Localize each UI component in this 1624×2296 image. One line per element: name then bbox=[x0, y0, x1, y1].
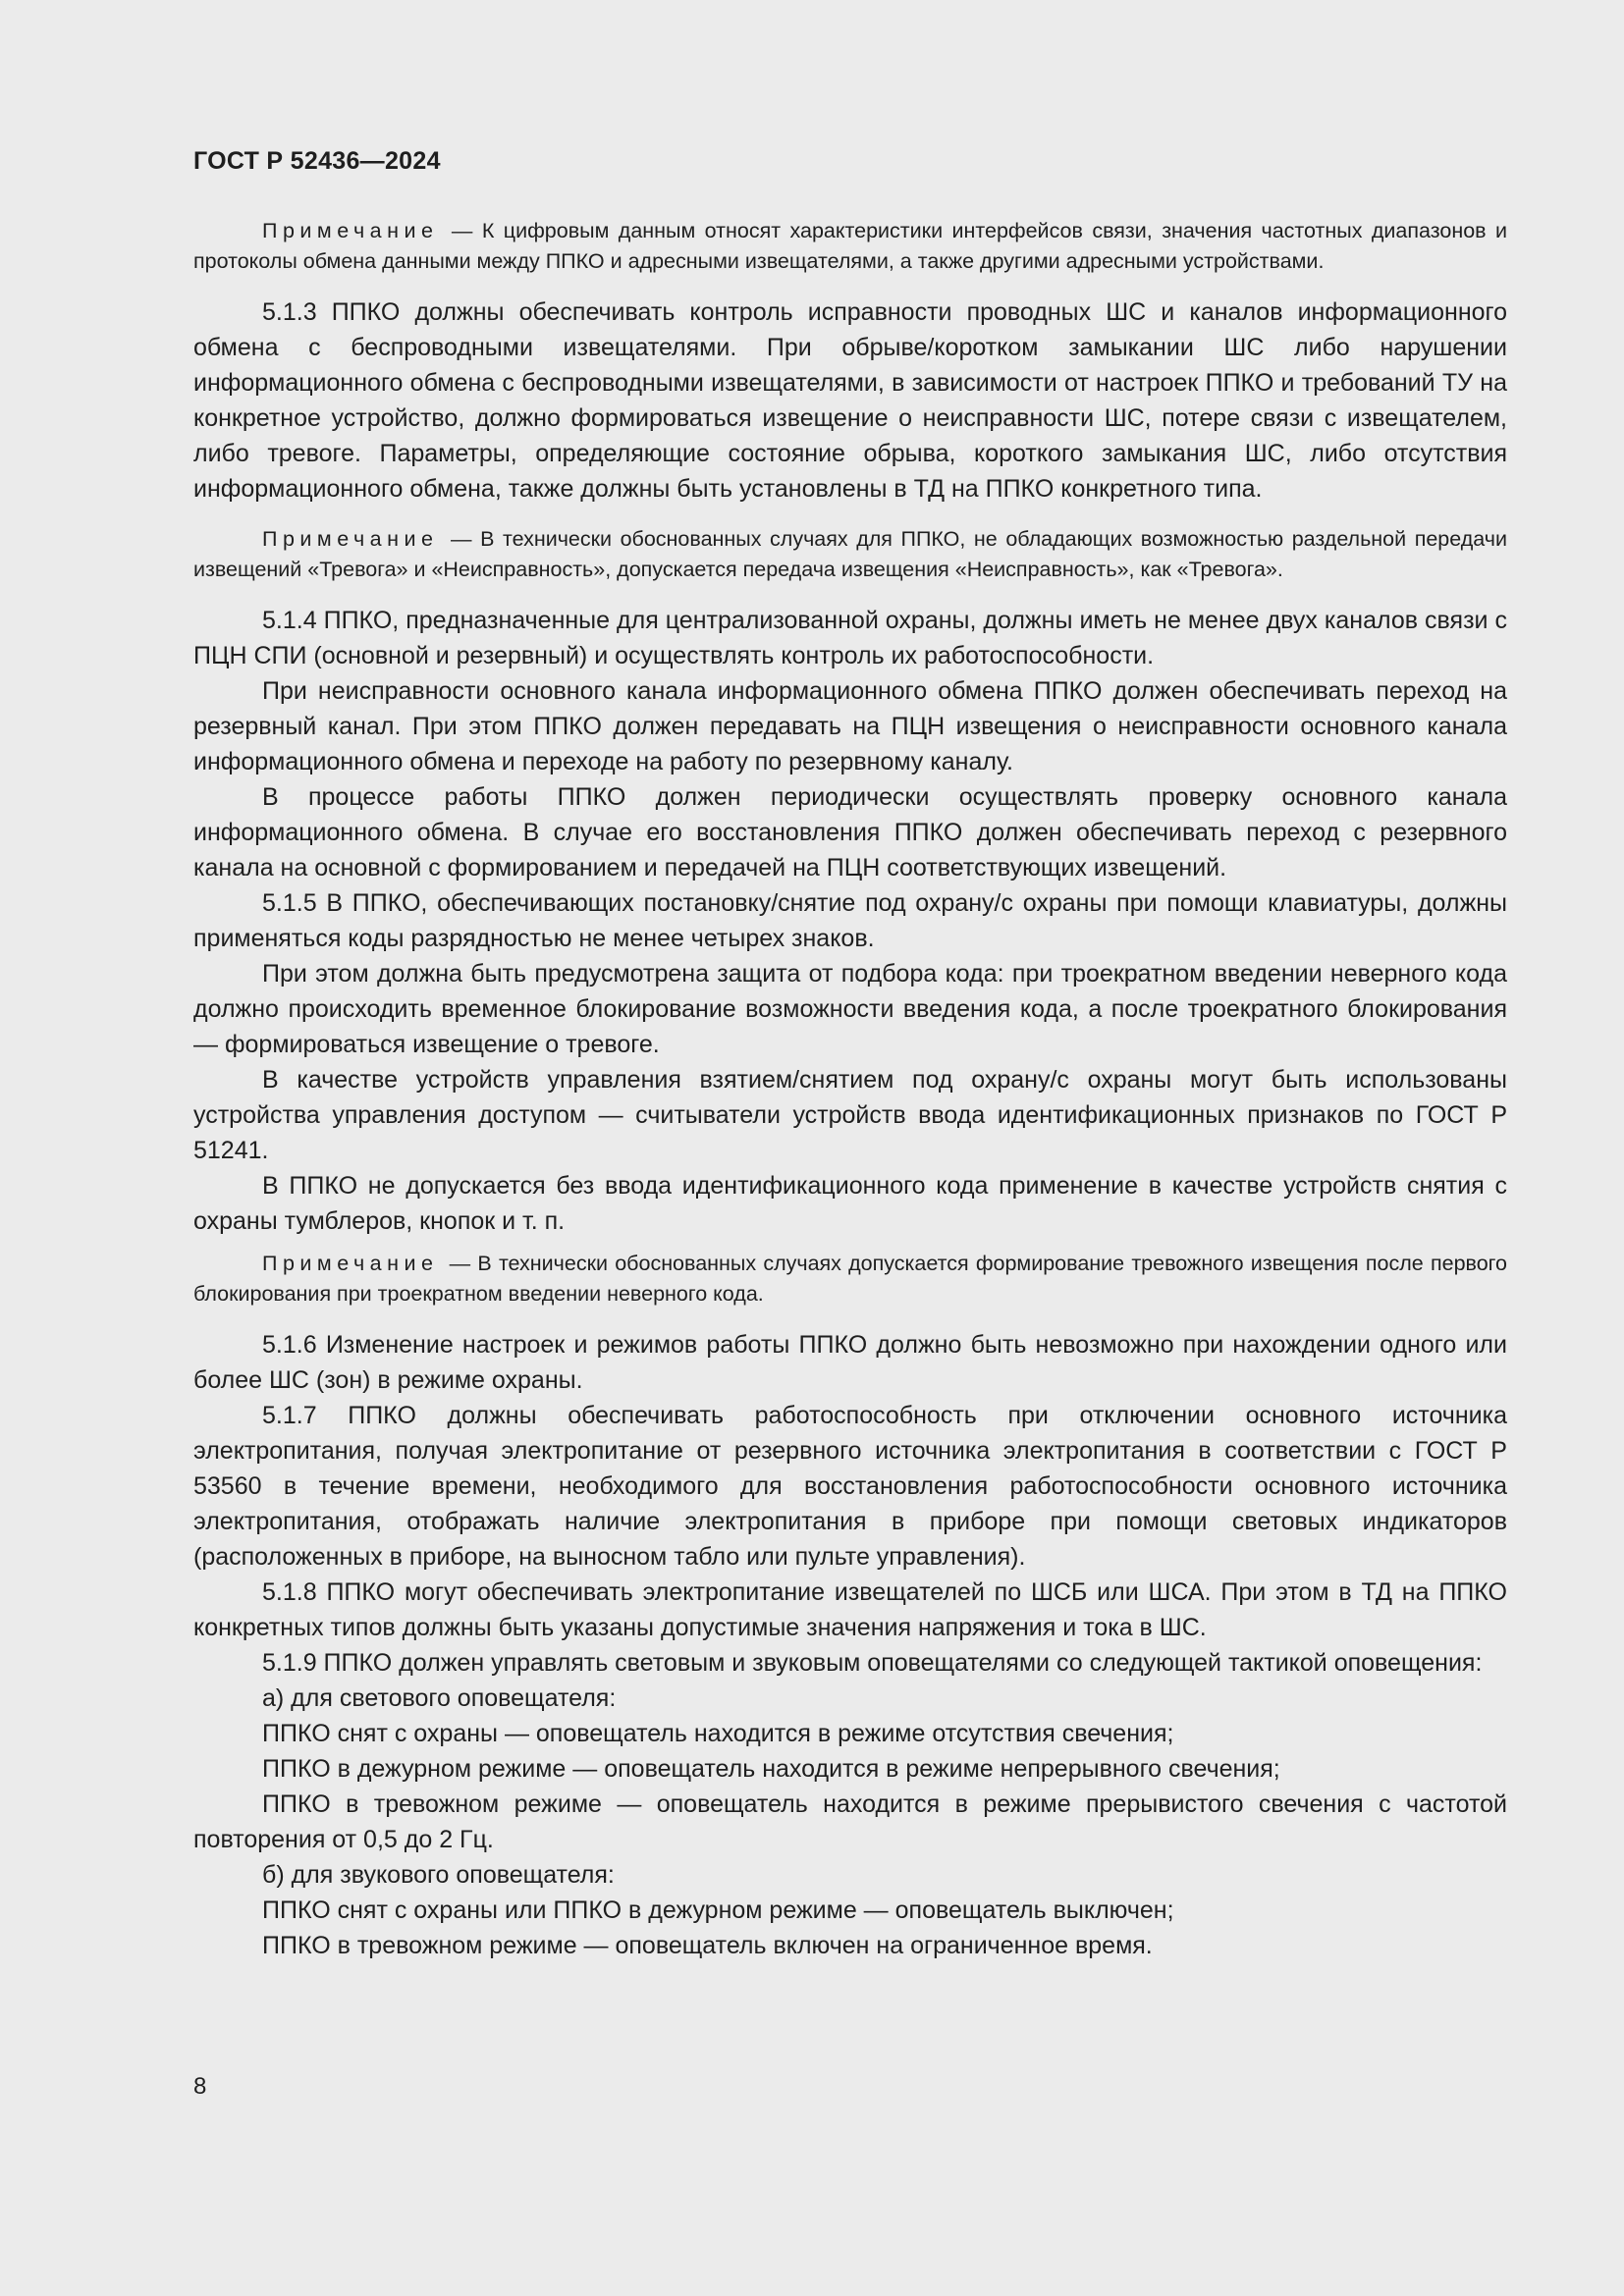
paragraph-5-1-4-b: При неисправности основного канала информационного обмена ППКО должен обеспечивать переход на резервный канал. При этом ППКО должен передавать на ПЦН извещения о неисправности основного канала информационного обмена и переходе на работу по резервному каналу. bbox=[193, 677, 1507, 775]
paragraph-5-1-4: 5.1.4 ППКО, предназначенные для централизованной охраны, должны иметь не менее двух каналов связи с ПЦН СПИ (основной и резервный) и осуществлять контроль их работоспособности. bbox=[193, 607, 1507, 669]
list-item-a-2: ППКО в дежурном режиме — оповещатель находится в режиме непрерывного свечения; bbox=[262, 1755, 1280, 1783]
note-label: Примечание bbox=[262, 1252, 439, 1275]
note-3 bbox=[193, 1249, 1507, 1309]
paragraph-5-1-3: 5.1.3 ППКО должны обеспечивать контроль исправности проводных ШС и каналов информационного обмена с беспроводными извещателями. При обрыве/коротком замыкании ШС либо нарушении информационного обмена с беспроводными извещателями, в зависимости от настроек ППКО и требований ТУ на конкретное устройство, должно формироваться извещение о неисправности ШС, потере связи с извещателем, либо тревоге. Параметры, определяющие состояние обрыва, короткого замыкания ШС, либо отсутствия информационного обмена, также должны быть установлены в ТД на ППКО конкретного типа. bbox=[193, 298, 1507, 503]
paragraph-5-1-7: 5.1.7 ППКО должны обеспечивать работоспособность при отключении основного источника электропитания, получая электропитание от резервного источника электропитания в соответствии с ГОСТ Р 53560 в течение времени, необходимого для восстановления работоспособности основного источника электропитания, отображать наличие электропитания в приборе при помощи световых индикаторов (расположенных в приборе, на выносном табло или пульте управления). bbox=[193, 1402, 1507, 1571]
paragraph-5-1-5-b: При этом должна быть предусмотрена защита от подбора кода: при троекратном введении неверного кода должно происходить временное блокирование возможности введения кода, а после троекратного блокирования — формироваться извещение о тревоге. bbox=[193, 960, 1507, 1058]
list-item-a-1: ППКО снят с охраны — оповещатель находится в режиме отсутствия свечения; bbox=[262, 1720, 1174, 1747]
paragraph-5-1-9: 5.1.9 ППКО должен управлять световым и звуковым оповещателями со следующей тактикой оповещения: bbox=[262, 1649, 1483, 1677]
list-item-a: а) для светового оповещателя: bbox=[262, 1684, 617, 1712]
paragraph-5-1-5-d: В ППКО не допускается без ввода идентификационного кода применение в качестве устройств снятия с охраны тумблеров, кнопок и т. п. bbox=[193, 1172, 1507, 1235]
note-text: — К цифровым данным относят характеристики интерфейсов связи, значения частотных диапазонов и протоколы обмена данными между ППКО и адресными извещателями, а также другими адресными устройствами. bbox=[193, 219, 1508, 273]
note-label: Примечание bbox=[262, 219, 439, 242]
list-item-b: б) для звукового оповещателя: bbox=[262, 1861, 615, 1889]
paragraph-5-1-8: 5.1.8 ППКО могут обеспечивать электропитание извещателей по ШСБ или ШСА. При этом в ТД на ППКО конкретных типов должны быть указаны допустимые значения напряжения и тока в ШС. bbox=[193, 1578, 1507, 1641]
paragraph-5-1-5: 5.1.5 В ППКО, обеспечивающих постановку/снятие под охрану/с охраны при помощи клавиатуры, должны применяться коды разрядностью не менее четырех знаков. bbox=[193, 889, 1507, 952]
list-item-b-2: ППКО в тревожном режиме — оповещатель включен на ограниченное время. bbox=[262, 1932, 1153, 1959]
note-label: Примечание bbox=[262, 527, 439, 551]
note-1 bbox=[193, 216, 1507, 277]
page-number: 8 bbox=[193, 2073, 207, 2100]
note-text: — В технически обоснованных случаях для ППКО, не обладающих возможностью раздельной передачи извещений «Тревога» и «Неисправность», допускается передача извещения «Неисправность», как «Тревога». bbox=[193, 527, 1507, 581]
page-content bbox=[193, 216, 1507, 1963]
paragraph-5-1-4-c: В процессе работы ППКО должен периодически осуществлять проверку основного канала информационного обмена. В случае его восстановления ППКО должен обеспечивать переход с резервного канала на основной с формированием и передачей на ПЦН соответствующих извещений. bbox=[193, 783, 1507, 881]
note-2 bbox=[193, 524, 1507, 585]
page-header: ГОСТ Р 52436—2024 bbox=[193, 147, 441, 175]
paragraph-5-1-6: 5.1.6 Изменение настроек и режимов работы ППКО должно быть невозможно при нахождении одного или более ШС (зон) в режиме охраны. bbox=[193, 1331, 1507, 1394]
paragraph-5-1-5-c: В качестве устройств управления взятием/снятием под охрану/с охраны могут быть использованы устройства управления доступом — считыватели устройств ввода идентификационных признаков по ГОСТ Р 51241. bbox=[193, 1066, 1507, 1164]
list-item-b-1: ППКО снят с охраны или ППКО в дежурном режиме — оповещатель выключен; bbox=[262, 1896, 1174, 1924]
list-item-a-3: ППКО в тревожном режиме — оповещатель находится в режиме прерывистого свечения с частотой повторения от 0,5 до 2 Гц. bbox=[193, 1790, 1507, 1853]
note-text: — В технически обоснованных случаях допускается формирование тревожного извещения после первого блокирования при троекратном введении неверного кода. bbox=[193, 1252, 1507, 1306]
